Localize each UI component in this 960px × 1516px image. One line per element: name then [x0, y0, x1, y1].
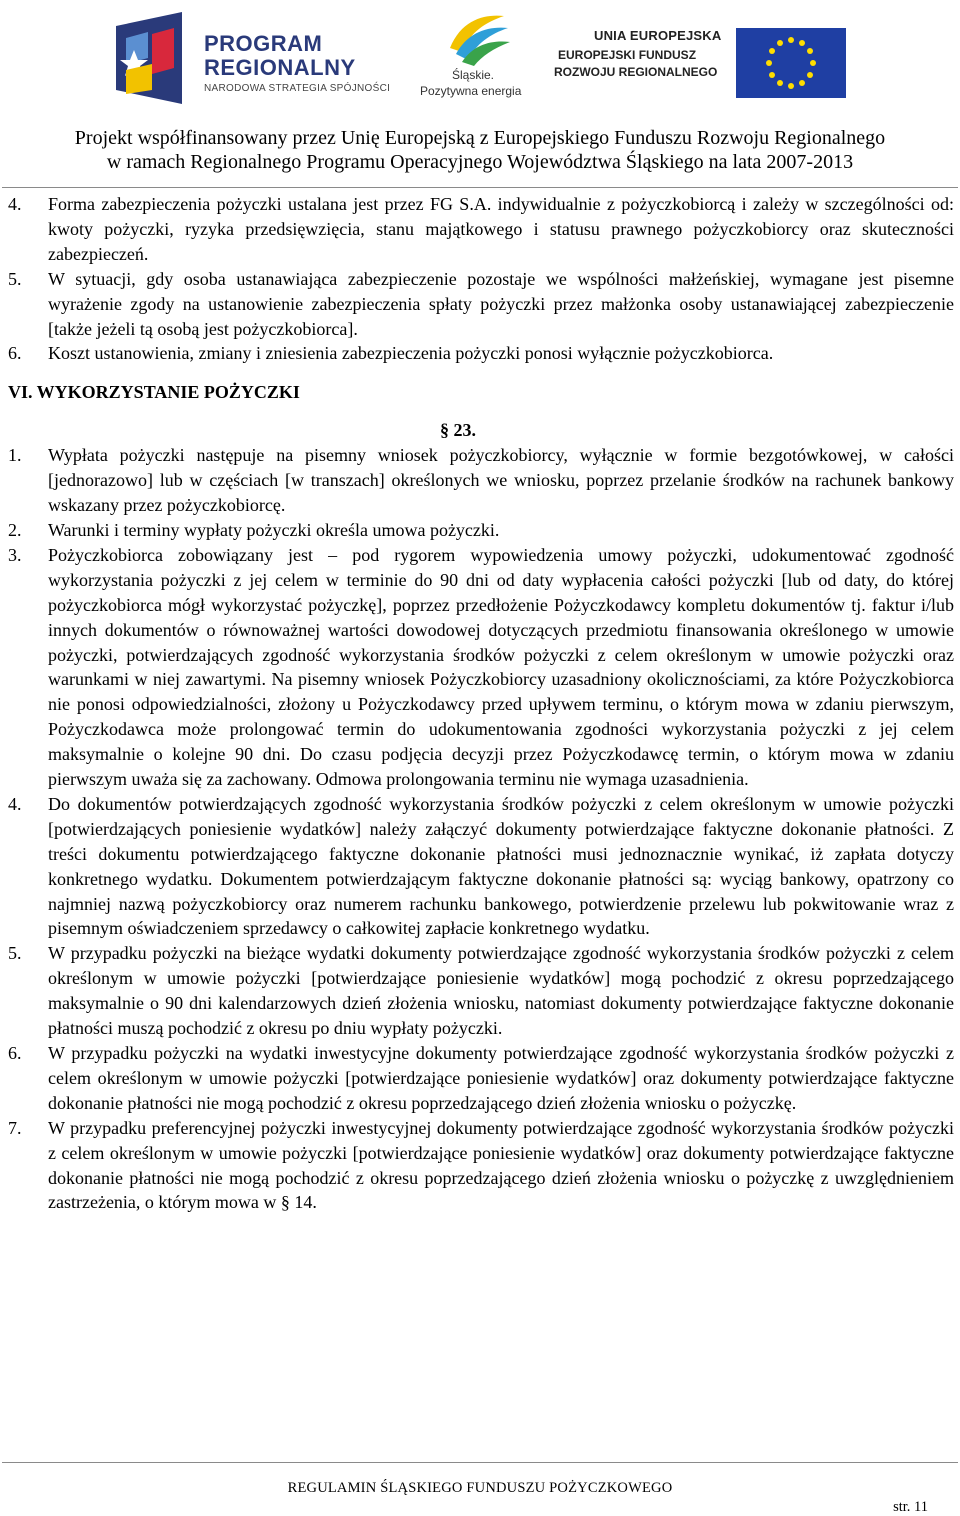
list-item	[8, 1041, 954, 1116]
item-number: 5.	[8, 268, 22, 289]
item-number: 6.	[8, 1043, 22, 1063]
item-text: Pożyczkobiorca zobowiązany jest – pod rygorem wypowiedzenia umowy pożyczki, udokumentować zgodność wykorzystania pożyczki z jej celem w terminie do 90 dni od daty wypłacenia całości pożyczki [lub od daty, do której pożyczkobiorca mógł wykorzystać pożyczkę], poprzez przedłożenie Pożyczkodawcy kompletu dokumentów tj. faktur i/lub innych dokumentów o równoważnej wartości dowodowej dotyczących przedmiotu finansowania określonego w umowie pożyczki, potwierdzających zgodność wykorzystania środków pożyczki z celem określonym w umowie pożyczki oraz warunkami w niej zawartymi. Na pisemny wniosek Pożyczkobiorcy uzasadniony okolicznościami, za które Pożyczkobiorca nie ponosi odpowiedzialności, złożony u Pożyczkodawcy przed upływem terminu, o którym mowa w zdaniu pierwszym, Pożyczkodawca może prolongować termin do udokumentowania zgodności wykorzystania pożyczki z jej celem maksymalnie o kolejne 90 dni. Do czasu podjęcia decyzji przez Pożyczkodawcę termin, o którym mowa w zdaniu pierwszym uważa się za zachowany. Odmowa prolongowania terminu nie wymaga uzasadnienia.	[48, 544, 954, 790]
program-regionalny-emblem-icon	[112, 8, 196, 108]
list-item	[8, 792, 954, 941]
list-item	[8, 543, 954, 792]
page-number: str. 11	[893, 1499, 928, 1515]
slaskie-swoosh-icon	[442, 8, 512, 68]
list-item	[8, 941, 954, 1041]
cofinancing-line-2: w ramach Regionalnego Programu Operacyjnego Województwa Śląskiego na lata 2007-2013	[106, 151, 854, 173]
item-number: 3.	[8, 544, 22, 565]
logo-eu-line3: ROZWOJU REGIONALNEGO	[554, 65, 718, 79]
item-text: Koszt ustanowienia, zmiany i zniesienia zabezpieczenia pożyczki ponosi wyłącznie pożyczkobiorca.	[48, 343, 774, 364]
item-text: Wypłata pożyczki następuje na pisemny wniosek pożyczkobiorcy, wyłącznie w formie bezgotówkowej, w całości [jednorazowo] lub w częściach [w transzach] określonych we wniosku, poprzez przelanie środków na rachunek bankowy wskazany przez pożyczkobiorcę.	[48, 445, 954, 516]
list-item	[8, 518, 954, 543]
item-text: Forma zabezpieczenia pożyczki ustalana jest przez FG S.A. indywidualnie z pożyczkobiorcą i zależy w szczególności od: kwoty pożyczki, ryzyka przedsięwzięcia, stanu majątkowego i statusu prawnego pożyczkobiorcy oraz skuteczności zabezpieczeń.	[48, 194, 954, 264]
list-item	[8, 443, 954, 518]
logo-slaskie-name: Śląskie.	[452, 68, 495, 82]
item-text: Warunki i terminy wypłaty pożyczki określa umowa pożyczki.	[48, 519, 500, 540]
header-logos	[0, 6, 960, 118]
section-title: VI. WYKORZYSTANIE POŻYCZKI	[8, 382, 300, 403]
item-number: 2.	[8, 519, 22, 540]
list-item	[8, 341, 954, 366]
item-number: 1.	[8, 445, 22, 466]
list-item	[8, 267, 954, 342]
logo-slaskie	[420, 6, 540, 112]
list-item	[8, 1116, 954, 1216]
cofinancing-line-1: Projekt współfinansowany przez Unię Europejską z Europejskiego Funduszu Rozwoju Regionalnego	[74, 127, 886, 149]
logo-program-line3: NARODOWA STRATEGIA SPÓJNOŚCI	[204, 83, 391, 94]
item-number: 4.	[8, 194, 22, 214]
logo-program-regionalny	[112, 6, 402, 112]
logo-eu-line1: UNIA EUROPEJSKA	[594, 28, 722, 43]
footer-document-title: REGULAMIN ŚLĄSKIEGO FUNDUSZU POŻYCZKOWEGO	[287, 1480, 673, 1496]
item-number: 6.	[8, 343, 22, 364]
document-body	[8, 192, 954, 1215]
logo-eu-line2: EUROPEJSKI FUNDUSZ	[558, 48, 697, 62]
footer-divider	[2, 1462, 958, 1463]
item-text: W przypadku pożyczki na wydatki inwestycyjne dokumenty potwierdzające zgodność wykorzystania środków pożyczki z celem określonym w umowie pożyczki [potwierdzające poniesienie wydatków] oraz dokumenty potwierdzające faktyczne dokonanie płatności nie mogą pochodzić z okresu poprzedzającego dzień złożenia wniosku o pożyczkę.	[48, 1043, 954, 1113]
logo-slaskie-slogan: Pozytywna energia	[420, 84, 522, 98]
list-item	[8, 192, 954, 267]
item-number: 5.	[8, 943, 22, 964]
item-number: 7.	[8, 1117, 22, 1138]
item-text: Do dokumentów potwierdzających zgodność wykorzystania środków pożyczki z celem określonym w umowie pożyczki [potwierdzających poniesienie wydatków] należy załączyć dokumenty potwierdzające faktyczne dokonanie płatności. Z treści dokumentu potwierdzającego faktyczne dokonanie płatności musi jednoznacznie wynikać, iż zapłata dotyczy konkretnego wydatku. Dokumentem potwierdzającym faktyczne dokonanie płatności są: wyciąg bankowy, opatrzony co najmniej nazwą pożyczkobiorcy oraz numerem rachunku bankowego, potwierdzenie przelewu lub pokwitowanie wraz z pisemnym oświadczeniem sprzedawcy o całkowitej zapłacie konkretnego wydatku.	[48, 793, 954, 939]
logo-program-line1: PROGRAM	[204, 31, 323, 56]
item-text: W przypadku preferencyjnej pożyczki inwestycyjnej dokumenty potwierdzające zgodność wykorzystania środków pożyczki z celem określonym w umowie pożyczki [potwierdzające poniesienie wydatków] oraz dokumenty potwierdzające faktyczne dokonanie płatności nie mogą pochodzić z okresu poprzedzającego dzień złożenia wniosku o pożyczkę z uwzględnieniem zastrzeżenia, o którym mowa w § 14.	[48, 1117, 954, 1213]
item-text: W przypadku pożyczki na bieżące wydatki dokumenty potwierdzające zgodność wykorzystania środków pożyczki z celem określonym w umowie pożyczki [potwierdzające poniesienie wydatków] mogą pochodzić z okresu poprzedzającego maksymalnie o 90 dni kalendarzowych dzień złożenia wniosku, natomiast dokumenty potwierdzające faktyczne dokonanie płatności muszą pochodzić z okresu po dniu wypłaty pożyczki.	[48, 943, 954, 1039]
logo-program-line2: REGIONALNY	[204, 55, 356, 80]
eu-flag-icon	[736, 28, 846, 98]
paragraph-number: § 23.	[440, 420, 476, 441]
logo-unia-europejska	[554, 24, 854, 100]
header-divider	[2, 187, 958, 188]
item-text: W sytuacji, gdy osoba ustanawiająca zabezpieczenie pozostaje we wspólności małżeńskiej, wymagane jest pisemne wyrażenie zgody na ustanowienie zabezpieczenia spłaty pożyczki przez małżonka osoby ustanawiającej zabezpieczenie [także jeżeli tą osobą jest pożyczkobiorca].	[48, 268, 954, 339]
item-number: 4.	[8, 793, 22, 814]
